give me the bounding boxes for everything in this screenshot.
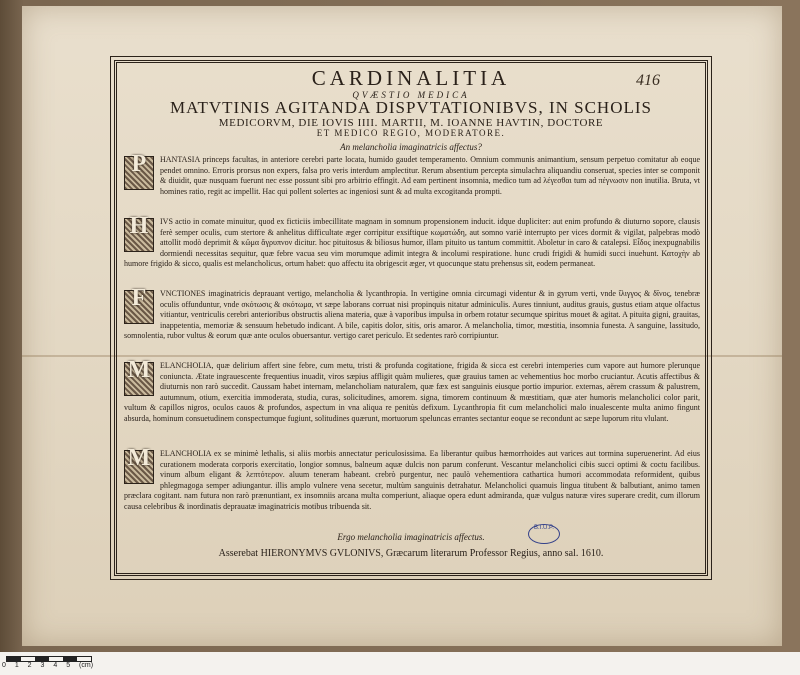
- paragraph-4: [124, 357, 700, 425]
- attribution-footer: Asserebat HIERONYMVS GVLONIVS, Græcarum literarum Professor Regius, anno sal. 1610.: [218, 548, 604, 559]
- title-line-1: CARDINALITIA: [311, 66, 511, 90]
- decorated-initial: H: [124, 218, 154, 252]
- paragraph-text: VNCTIONES imaginatricis deprauant vertigo, melancholia & lycanthropia. In vertigine omnia circumagi videntur & in gyrum verti, vnde ἴλιγγος & δῖνος, tenebræ oculis offunduntur, vnde σκότωσις & σκότωμα, vt sæpe laborans corruat nisi propinquis nitatur adminiculis. Aures tinniunt, auditus grauis, gustus etiam atque olfactus vitiantur, ventriculis cerebri anterioribus obstructis aliena materia, quæ à vaporibus impulsa in orbem rotatur secumque spiritus mouet & agitat. A pituita gigni, grauitas, inappetentia, memoriæ & sensuum hebetudo indicant. A bile, capitis dolor, sitis, oris amaror. A melancholia, timor, mœstitia, insomnia funesta. A sanguine, lassitudo, somnolentia, rubor vultus & eorum quæ ante oculos obuersantur. vertigo caret periculo. Et sedentes rarò corripiuntur.: [124, 289, 700, 341]
- decorated-initial: M: [124, 450, 154, 484]
- scale-ruler: [0, 652, 800, 675]
- page-number: 416: [636, 72, 660, 89]
- library-stamp: B.I.U.P.: [528, 524, 560, 544]
- title-line-4: MEDICORVM, DIE IOVIS IIII. MARTII, M. IOANNE HAVTIN, DOCTORE: [218, 117, 604, 129]
- title-line-2: QVÆSTIO MEDICA: [352, 90, 470, 100]
- decorated-initial: F: [124, 290, 154, 324]
- paragraph-text: ELANCHOLIA ex se minimè lethalis, si aliis morbis annectatur periculosissima. Ea liberantur quibus hæmorrhoides aut varices aut tormina superuenerint. Ad eius curationem moderata corporis exercitatio, longior somnus, balneum aquæ dulcis non parum conferunt. Vescantur melancholici cibis succi optimi & coctu facilibus. vinum album eligant & λεπτότερον. aluum teneram habeant. crebrò purgentur, nec paulò vehementiora cathartica humori accommodata reformident, quibus phlegmagoga semper adiungantur. illis amplo vulnere vena secetur, multùm sanguinis detrahatur. Melancholici quamuis lingua titubent & balbutiant, animo tamen præclara cogitant. nam futura non rarò prænuntiant, ex insomniis arcana multa comperiunt, aliaque opera edunt admiranda, quæ vulgus naturæ vires superare credit, cum illorum causa celebribus & inordinatis deprauatæ imaginatricis motibus tribuenda sit.: [124, 449, 700, 511]
- paragraph-3: [124, 285, 700, 342]
- paragraph-5: [124, 445, 700, 513]
- paragraph-text: IVS actio in comate minuitur, quod ex ficticiis imbecillitate magnam in somnum propensionem inducit. idque dupliciter: aut enim profundo & diuturno sopore, clausis ferè semper oculis, cum stertore & anhelitus difficultate æger corripitur exsiftique κωματώδη, aut somno variè interrupto per vices dormit & vigilat, palpebras modò attollit modò deprimit & κῶμα ἄγρυπνον dicitur. hoc pituitosus & biliosus humor, illam pituito us tantum committit. Aboletur in caro & catalepsi. Εἶδος inexpugnabilis dormiendi necessitas sequitur, quæ febre vacua seu vim morumque adimit integra & incolumi respiratione. hunc crudi frigidi & humidi succi inuehunt. Κατοχὴν ab humore frigido & sicco, qualis est melancholicus, ortum habet: quo affectu ita obrigescit æger, vt quocunque statu prehensus sit, eodem permaneat.: [124, 217, 700, 269]
- paragraph-1: [124, 151, 700, 197]
- conclusion: Ergo melancholia imaginatricis affectus.: [337, 532, 485, 542]
- paragraph-2: [124, 213, 700, 270]
- title-line-3: MATVTINIS AGITANDA DISPVTATIONIBVS, IN SCHOLIS: [170, 98, 652, 117]
- question-heading: An melancholia imaginatricis affectus?: [340, 142, 482, 152]
- decorated-initial: P: [124, 156, 154, 190]
- paragraph-text: ELANCHOLIA, quæ delirium affert sine febre, cum metu, tristi & profunda cogitatione, frigida & sicca est cerebri intemperies cum vapore aut humore plerunque coniuncta. Ætate ingrauescente frequentius inuadit, viros sæpius affligit quàm mulieres, quæ grauius tamen ac vehementius hoc morbo cruciantur. Acutis affectibus & diuturnis non rarò succedit. Caussam habet internam, melancholiam naturalem, quæ fæx est sanguinis eiusque portio impurior. externas, aërem crassum & palustrem, autumnum, otium, exercitia immoderata, studia, curas, solicitudines, amorem. signa, timorem continuum & mœstitiam, quæ ater humoris melancholici color parit, vultum & capillos nigros, oculos cauos & profundos, aspectum in vna aliqua re penitùs defixum. Lycanthropia fit cum melancholici malo inualescente multa animo fingunt absurda, hominum consuetudinem conspectumque fugiunt, solitudines quærunt, mortuorum speluncas errantes sectantur eoque se recondunt ac sæpe luporum ritu vlulant.: [124, 361, 700, 423]
- title-line-5: ET MEDICO REGIO, MODERATORE.: [316, 128, 506, 138]
- paragraph-text: HANTASIA princeps facultas, in anteriore cerebri parte locata, humido gaudet temperamento. Omnium communis animantium, sensum perpetuo comitatur ab eoque pendet omnino. Erroris prorsus non expers, falsa pro veris interdum amplectitur. Rerum absentium percepta simulachra aliquandiu conseruat, species inter se componit & diuidit, quæ nusquam fuerunt nec esse possunt sibi pro arbitrio effingit. Ad eam pertinent insomnia, medico tum ad λέγεσθαι tum ad πέγνωσιν non inutilia. Bruta, vt homines ratio, regit ac impellit. Hac qui pollent solertes ac ingeniosi sunt & ad multa excogitanda prompti.: [160, 155, 700, 196]
- scale-labels: 0 1 2 3 4 5 (cm): [2, 662, 94, 669]
- decorated-initial: M: [124, 362, 154, 396]
